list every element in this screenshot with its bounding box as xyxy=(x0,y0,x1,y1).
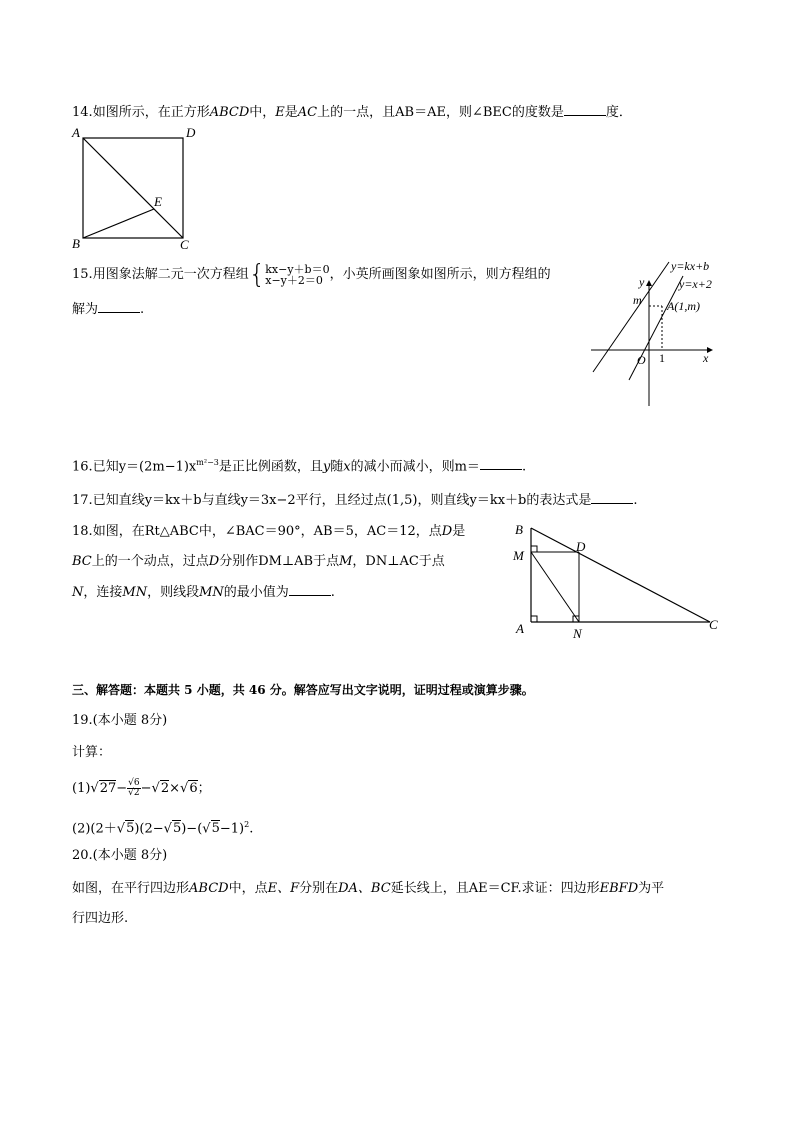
label-m: m xyxy=(633,293,642,307)
q15-text: 15.用图象法解二元一次方程组{ kx−y＋b＝0 x−y＋2＝0 ，小英所画图象如图所示，则方程组的 xyxy=(72,259,551,290)
q15-graph-figure xyxy=(585,256,725,408)
q18-line-2: BC上的一个动点，过点D分别作DM⊥AB于点M，DN⊥AC于点 xyxy=(72,554,445,569)
q20-line-1: 如图，在平行四边形ABCD中，点E、F分别在DA、BC延长线上，且AE＝CF.求证：四边形EBFD为平 xyxy=(72,881,665,896)
label-a: A xyxy=(516,621,524,636)
q17-text: 17.已知直线y＝kx＋b与直线y＝3x−2平行，且经过点(1,5)，则直线y＝kx＋b的表达式是 . xyxy=(72,493,638,508)
label-x-axis: x xyxy=(703,351,709,365)
q14-square-figure xyxy=(66,124,201,254)
diagonal-ac xyxy=(83,138,183,238)
q18-answer-blank[interactable] xyxy=(289,583,331,596)
q15-answer-blank[interactable] xyxy=(98,300,140,313)
label-point-a: A(1,m) xyxy=(667,299,700,313)
label-one: 1 xyxy=(659,351,665,365)
q14-answer-blank[interactable] xyxy=(564,103,606,116)
label-c: C xyxy=(180,237,189,252)
q18-triangle-figure xyxy=(510,520,725,640)
label-origin: O xyxy=(637,353,646,367)
q16-answer-blank[interactable] xyxy=(480,457,522,470)
q15-text-2: 解为 . xyxy=(72,302,145,317)
q17-answer-blank[interactable] xyxy=(591,491,633,504)
q20-header: 20.(本小题 8分) xyxy=(72,848,168,863)
q18-line-1: 18.如图，在Rt△ABC中，∠BAC＝90°，AB＝5，AC＝12，点D是 xyxy=(72,524,466,539)
label-c: C xyxy=(709,617,718,632)
q16-text: 16.已知$y=(2m-1)x^{m^2-3}$是正比例函数，且y随x的减小而减小，则m＝ . xyxy=(72,458,527,475)
label-m: M xyxy=(513,548,524,563)
label-d: D xyxy=(576,539,586,554)
label-line1: y=kx+b xyxy=(671,259,710,273)
q18-line-3: N，连接MN，则线段MN的最小值为 . xyxy=(72,585,335,600)
section-3-title: 三、解答题：本题共 5 小题，共 46 分。解答应写出文字说明，证明过程或演算步骤。 xyxy=(72,683,534,697)
q19-part-1: (1)√27− $\frac{√6}{√2}$ −√2×√6； xyxy=(72,778,211,798)
label-e: E xyxy=(154,194,162,209)
label-n: N xyxy=(573,626,582,640)
q19-part-2: $(2)(2+√5)(2-√5)-(√5-1)^2$. xyxy=(72,820,254,837)
q20-line-2: 行四边形. xyxy=(72,911,129,926)
q19-header: 19.(本小题 8分) xyxy=(72,713,168,728)
label-line2: y=x+2 xyxy=(679,277,712,291)
label-y-axis: y xyxy=(639,275,645,289)
q19-intro: 计算： xyxy=(72,745,112,760)
label-a: A xyxy=(72,125,80,140)
label-b: B xyxy=(515,522,523,537)
label-d: D xyxy=(186,125,196,140)
q14-text: 14.如图所示，在正方形ABCD中，E是AC上的一点，且AB＝AE，则∠BEC的度数是 度． xyxy=(72,105,632,120)
segment-be xyxy=(83,209,154,238)
label-b: B xyxy=(72,236,80,251)
line-kx-plus-b xyxy=(593,262,669,372)
